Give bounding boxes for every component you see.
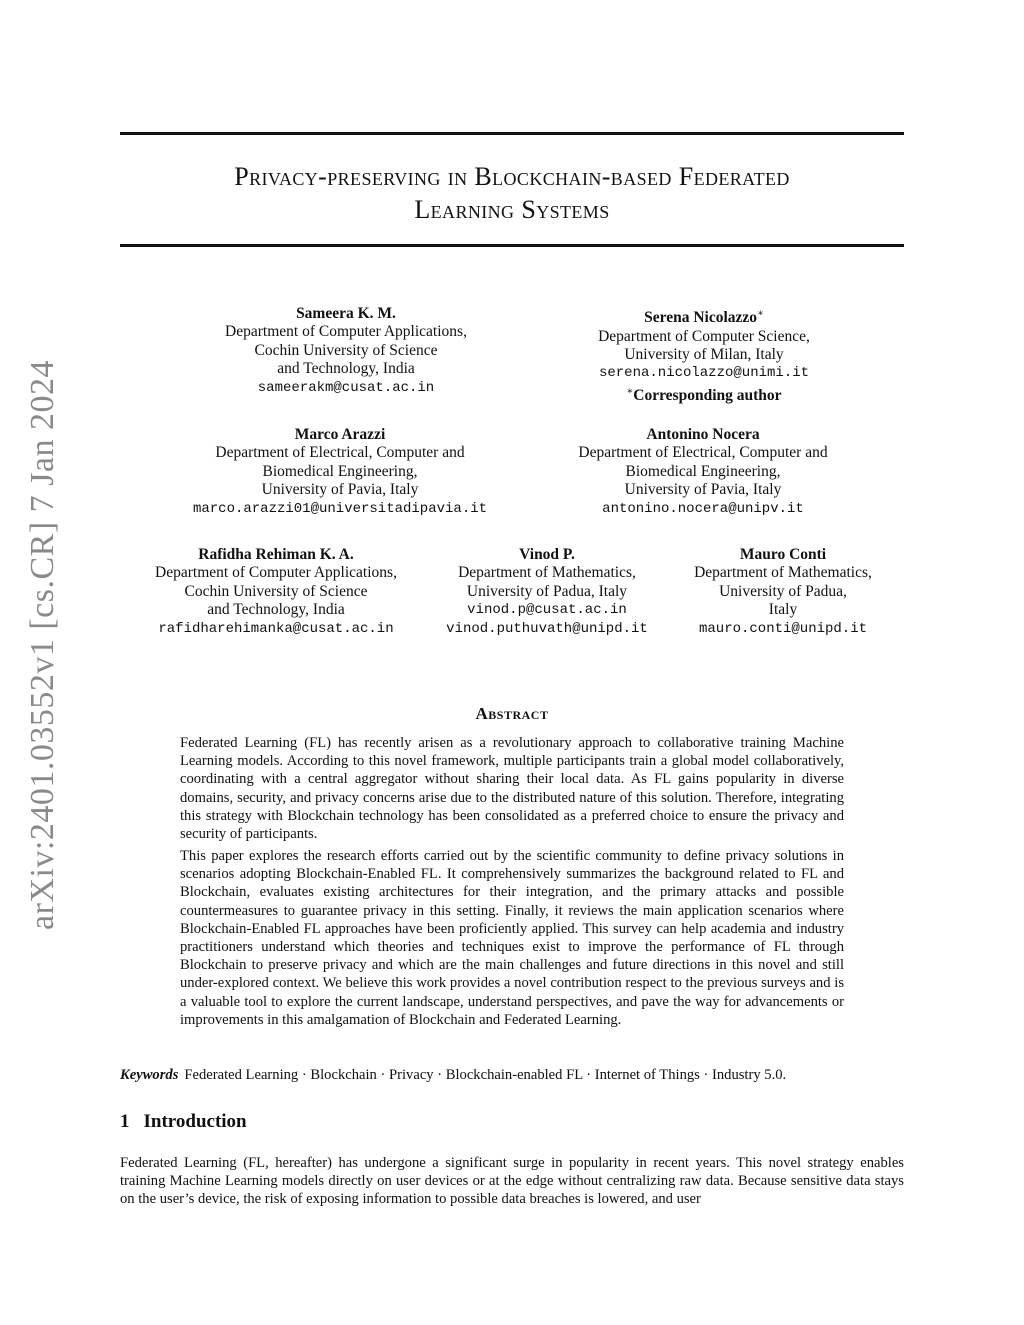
author-affiliation-line: University of Pavia, Italy xyxy=(624,481,782,499)
author-affiliation-line: University of Pavia, Italy xyxy=(261,481,419,499)
author-name: Serena Nicolazzo xyxy=(644,309,758,327)
author-affiliation-line: Italy xyxy=(768,601,798,619)
author-affiliation-line: Cochin University of Science xyxy=(254,341,438,359)
author-name: Rafidha Rehiman K. A. xyxy=(198,546,354,563)
author-affiliation-line: University of Milan, Italy xyxy=(624,345,784,363)
author-affiliation-line: Cochin University of Science xyxy=(184,582,368,600)
author-email[interactable]: sameerakm@cusat.ac.in xyxy=(257,379,435,396)
author-email[interactable]: marco.arazzi01@universitadipavia.it xyxy=(192,500,488,517)
title-line-2: Learning Systems xyxy=(414,195,610,224)
author-affiliation-line: and Technology, India xyxy=(277,360,415,378)
arxiv-identifier: arXiv:2401.03552v1 [cs.CR] 7 Jan 2024 xyxy=(24,359,61,931)
author-block-nicolazzo xyxy=(534,305,874,405)
author-affiliation-line: Department of Mathematics, xyxy=(694,564,872,582)
author-email[interactable]: serena.nicolazzo@unimi.it xyxy=(598,365,810,382)
author-affiliation-line: Department of Computer Applications, xyxy=(155,564,397,582)
author-name: Antonino Nocera xyxy=(646,426,760,443)
author-block-arazzi xyxy=(160,426,520,518)
corresponding-author-label: Corresponding author xyxy=(633,386,782,404)
title-bottom-rule xyxy=(120,244,904,247)
title-top-rule xyxy=(120,132,904,135)
author-affiliation-line: Department of Electrical, Computer and xyxy=(578,444,828,462)
author-affiliation-line: Biomedical Engineering, xyxy=(625,462,781,480)
author-email[interactable]: vinod.p@cusat.ac.in xyxy=(467,602,627,619)
author-name: Marco Arazzi xyxy=(294,426,386,443)
section-number: 1 xyxy=(120,1111,130,1132)
abstract-paragraph-1: Federated Learning (FL) has recently arisen as a revolutionary approach to collaborative training Machine Learning models. According to this novel framework, multiple participants train a global model collaboratively, coordinating with a central aggregator without sharing their local data. As FL gains popularity in diverse domains, security, and privacy concerns arise due to the distributed nature of this solution. Therefore, integrating this strategy with Blockchain technology has been consolidated as a preferred choice to ensure the privacy and security of participants. xyxy=(180,735,844,843)
author-block-conti xyxy=(672,546,894,638)
author-email[interactable]: mauro.conti@unipd.it xyxy=(698,620,868,637)
section-heading-introduction xyxy=(120,1111,247,1133)
author-name-row xyxy=(534,305,874,328)
author-name: Sameera K. M. xyxy=(296,305,396,322)
author-affiliation-line: and Technology, India xyxy=(207,601,345,619)
section-title: Introduction xyxy=(143,1111,247,1132)
keywords-text: Federated Learning · Blockchain · Privacy · Blockchain-enabled FL · Internet of Things · Industry 5.0. xyxy=(184,1067,787,1083)
author-affiliation-line: Department of Mathematics, xyxy=(458,564,636,582)
corresponding-mark: ∗ xyxy=(626,385,634,397)
corresponding-author-note xyxy=(534,383,874,406)
abstract-paragraph-2: This paper explores the research efforts carried out by the scientific community to define privacy solutions in scenarios adopting Blockchain-Enabled FL. It comprehensively summarizes the background related to FL and Blockchain, evaluates existing architectures for their integration, and the primary attacks and possible countermeasures to guarantee privacy in this setting. Finally, it reviews the main application scenarios where Blockchain-Enabled FL approaches have been proficiently applied. This survey can help academia and industry practitioners understand which theories and techniques exist to improve the performance of FL through Blockchain to preserve privacy and which are the main challenges and future directions in this novel and still under-explored context. We believe this work provides a novel contribution respect to the previous surveys and is a valuable tool to explore the current landscape, understand perspectives, and pave the way for advancements or improvements in this amalgamation of Blockchain and Federated Learning. xyxy=(180,848,844,1028)
abstract-heading: Abstract xyxy=(475,704,549,723)
title-line-1: Privacy-preserving in Blockchain-based Federated xyxy=(234,162,790,191)
introduction-paragraph: Federated Learning (FL, hereafter) has undergone a significant surge in popularity in recent years. This novel strategy enables training Machine Learning models directly on user devices or at the edge without centralizing raw data. Because sensitive data stays on the user’s device, the risk of exposing information to possible data breaches is lowered, and user xyxy=(120,1155,904,1208)
author-affiliation-line: Biomedical Engineering, xyxy=(262,462,418,480)
author-affiliation-line: Department of Electrical, Computer and xyxy=(215,444,465,462)
corresponding-mark: ∗ xyxy=(757,308,764,319)
author-name: Vinod P. xyxy=(519,546,575,563)
author-name: Mauro Conti xyxy=(739,546,827,563)
author-email[interactable]: rafidharehimanka@cusat.ac.in xyxy=(158,620,394,637)
author-affiliation-line: University of Padua, xyxy=(719,582,847,600)
author-block-sameera xyxy=(176,305,516,397)
author-affiliation-line: Department of Computer Applications, xyxy=(225,323,467,341)
author-block-nocera xyxy=(523,426,883,518)
keywords-line xyxy=(120,1066,904,1084)
author-block-vinod xyxy=(420,546,674,638)
keywords-label: Keywords xyxy=(120,1067,179,1083)
author-email[interactable]: vinod.puthuvath@unipd.it xyxy=(446,620,648,637)
paper-title xyxy=(120,160,904,226)
author-affiliation-line: University of Padua, Italy xyxy=(466,582,628,600)
author-affiliation-line: Department of Computer Science, xyxy=(598,327,810,345)
author-email[interactable]: antonino.nocera@unipv.it xyxy=(602,500,804,517)
author-block-rehiman xyxy=(128,546,424,638)
